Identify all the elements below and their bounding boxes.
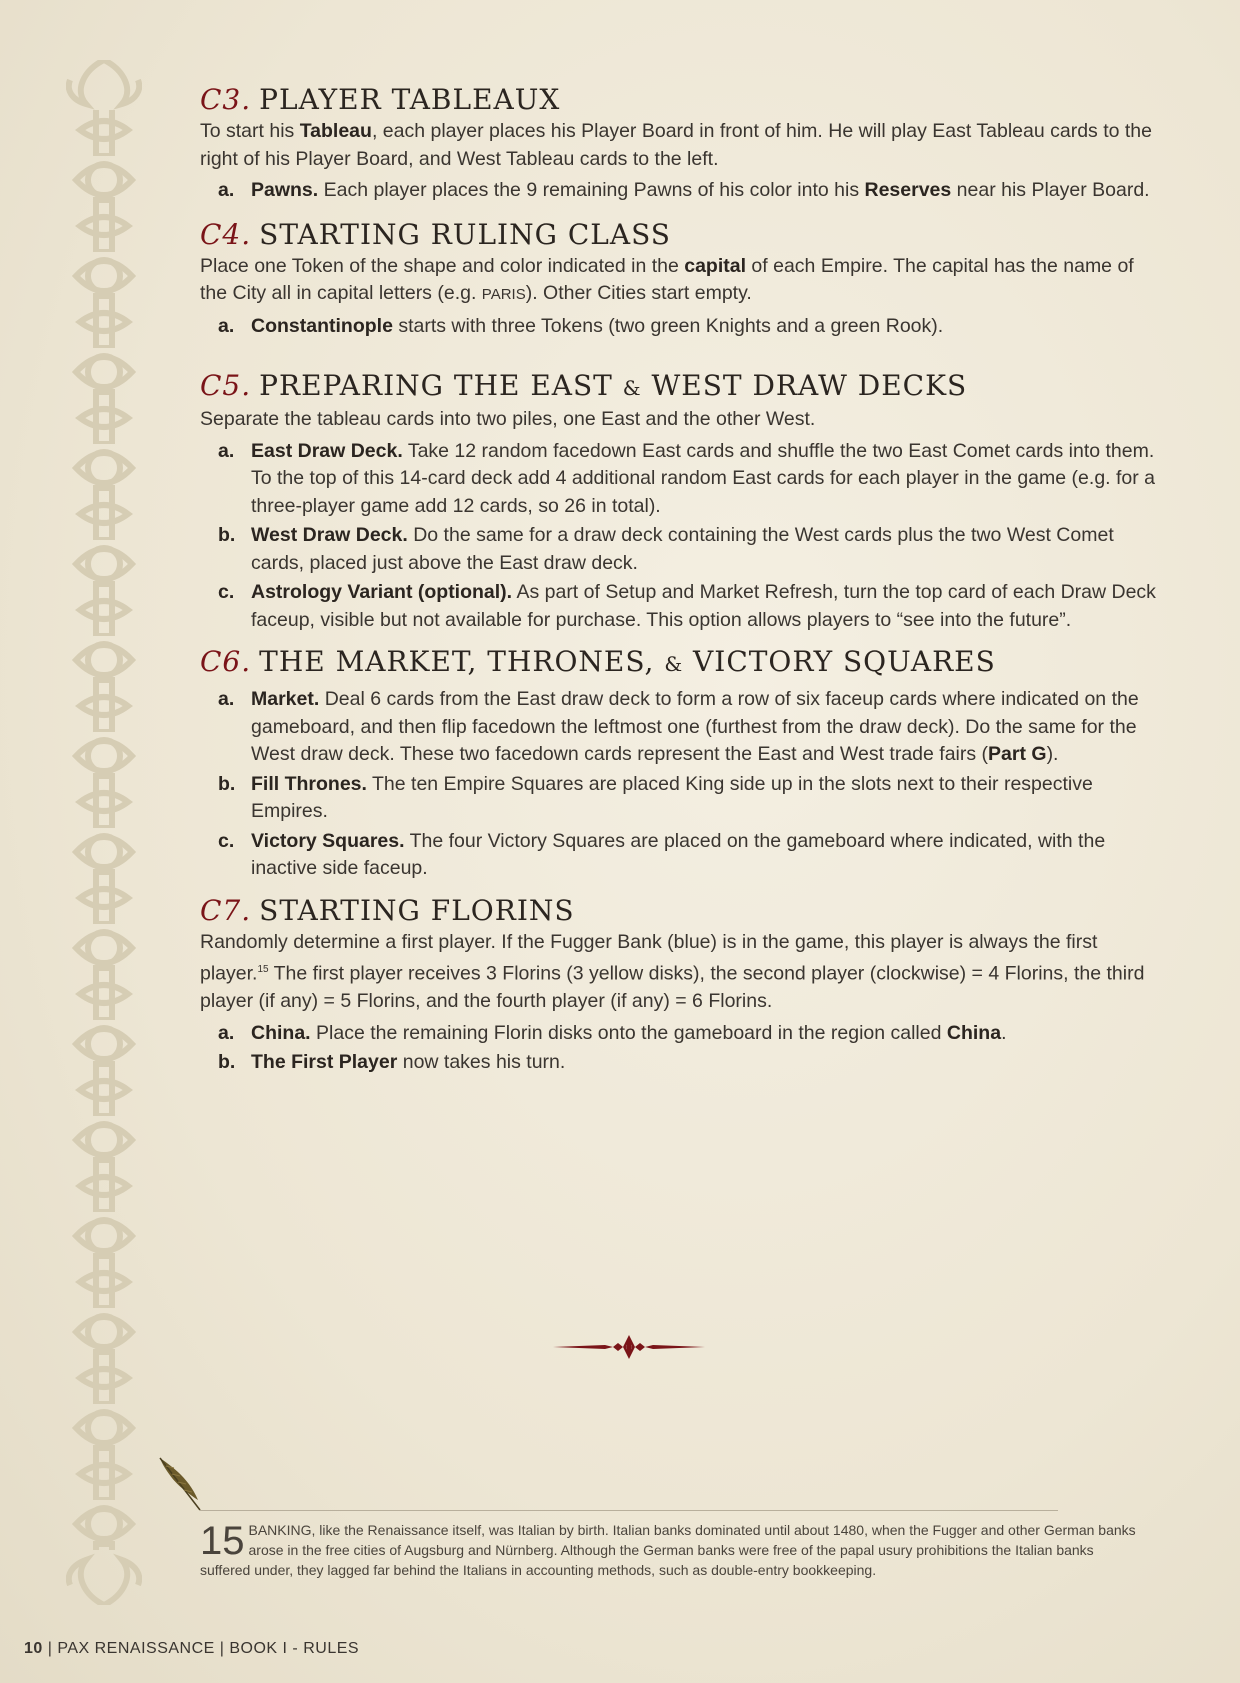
rule-list [200,1020,1160,1077]
footnote-reference[interactable]: 15 [257,964,269,975]
item-letter: a. [218,1021,235,1044]
section-number: C3. [200,83,252,116]
rule-item [200,313,1160,341]
text-run: now takes his turn. [397,1051,566,1073]
section-intro: Separate the tableau cards into two piles, one East and the other West. [200,408,816,430]
section-title: WEST DRAW DECKS [651,369,968,402]
text-run: Deal 6 cards from the East draw deck to form a row of six faceup cards where indicated on the gameboard, and then flip facedown the leftmost one (furthest from the draw deck). Do the same for the West draw deck. These two facedown cards represent the East and West trade fairs ( [251,688,1139,765]
bold-term: Constantinople [251,314,393,337]
section-c4 [200,217,1160,341]
footer-text: | PAX RENAISSANCE | BOOK I - RULES [42,1640,360,1657]
item-letter: a. [218,314,235,337]
section-title: VICTORY SQUARES [693,645,996,678]
item-letter: c. [218,829,235,852]
section-title: STARTING FLORINS [259,893,575,927]
section-title: THE MARKET, THRONES, [259,645,655,678]
item-letter: b. [218,772,236,795]
text-run: ). [1046,743,1059,765]
bold-term: Pawns. [251,179,319,201]
bold-term: Astrology Variant (optional). [251,581,513,603]
rule-item [200,828,1160,883]
bold-term: East Draw Deck. [251,439,403,462]
item-letter: a. [218,688,235,710]
bold-term: China [946,1021,1002,1044]
section-heading-c3 [200,82,1160,118]
section-intro [200,253,1160,309]
bold-term: capital [684,254,747,277]
section-intro [200,929,1160,1016]
rule-list [200,177,1160,205]
section-number: C5. [200,369,252,402]
item-letter: a. [218,439,235,462]
rule-list [200,313,1160,341]
rule-list [200,438,1160,635]
section-c3 [200,82,1160,205]
celtic-knot-border [66,60,142,1605]
text-run: To start his [200,120,300,142]
text-run: , each player places his Player Board in front of him. He will play East Tableau cards to the right of his Player Board, and West Tableau cards to the left. [200,120,1152,170]
text-run: Each player places the 9 remaining Pawns of his color into his [318,179,865,201]
section-number: C6. [200,645,252,678]
text-run: near his Player Board. [951,179,1150,201]
divider-ornament-icon [553,1332,705,1362]
rule-item [200,1049,1160,1077]
text-run: Do the same for a draw deck containing the West cards plus the two West Comet cards, placed just above the East draw deck. [251,524,1114,574]
bold-term: Fill Thrones. [251,772,367,795]
section-title: PREPARING THE EAST [259,369,613,402]
item-letter: a. [218,179,235,201]
text-run: ). Other Cities start empty. [525,282,752,304]
section-c6 [200,644,1160,883]
text-run: of each Empire. The capital has the name of the City all in capital letters (e.g. [200,254,1134,304]
rule-item [200,771,1160,826]
page-footer [24,1640,359,1658]
rule-item [200,438,1160,521]
bold-term: China. [251,1021,311,1044]
bold-term: Reserves [864,179,952,201]
section-title: PLAYER TABLEAUX [259,83,561,116]
section-heading-c7 [200,893,1160,929]
section-intro [200,118,1160,173]
section-number: C7. [200,893,252,927]
section-c5 [200,368,1160,634]
item-letter: b. [218,1051,236,1073]
text-run: . [1001,1021,1007,1044]
ampersand: & [664,652,684,676]
rule-item [200,522,1160,577]
bold-term: West Draw Deck. [251,524,408,546]
footnote-number: 15 [200,1519,245,1563]
bold-term: Tableau [299,120,372,142]
text-run: The first player receives 3 Florins (3 yellow disks), the second player (clockwise) = 4 Florins, the third player (if any) = 5 Florins, and the fourth player (if any) = 6 Florins. [200,962,1145,1012]
rule-item [200,579,1160,634]
text-run: Take 12 random facedown East cards and shuffle the two East Comet cards into them. To the top of this 14-card deck add 4 additional random East cards for each player in the game (e.g. for a three-player game add 12 cards, so 26 in total). [251,439,1156,517]
text-run: As part of Setup and Market Refresh, turn the top card of each Draw Deck faceup, visible but not available for purchase. This option allows players to “see into the future”. [251,581,1156,631]
text-run: Place the remaining Florin disks onto the gameboard in the region called [310,1021,947,1044]
section-number: C4. [200,217,252,251]
footnote-text: BANKING, like the Renaissance itself, was Italian by birth. Italian banks dominated until about 1480, when the Fugger and other German banks arose in the free cities of Augsburg and Nürnberg. Although the German banks were free of the papal usury prohibitions the Italian banks suffered under, they lagged far behind the Italians in accounting methods, such as double-entry bookkeeping. [200,1522,1136,1578]
page-number: 10 [24,1640,43,1657]
section-title: STARTING RULING CLASS [259,217,671,251]
small-caps-text: PARIS [481,286,526,303]
text-run: The four Victory Squares are placed on the gameboard where indicated, with the inactive side faceup. [251,829,1106,879]
rules-content [200,82,1160,1079]
section-heading-c5 [200,368,1160,406]
text-run: Randomly determine a first player. If the Fugger Bank (blue) is in the game, this player is always the first player. [200,930,1098,985]
rule-item [200,177,1160,205]
section-c7 [200,893,1160,1077]
bold-term: Market. [251,688,320,710]
bold-term: Victory Squares. [251,829,405,852]
rule-list [200,686,1160,883]
section-heading-c4 [200,217,1160,253]
rule-item [200,1020,1160,1048]
footnote-divider [200,1510,1058,1511]
text-run: Place one Token of the shape and color indicated in the [200,254,685,277]
item-letter: c. [218,581,235,603]
text-run: The ten Empire Squares are placed King side up in the slots next to their respective Empires. [251,772,1093,822]
section-heading-c6 [200,644,1160,682]
bold-term: The First Player [251,1051,398,1073]
text-run: starts with three Tokens (two green Knights and a green Rook). [392,314,944,337]
rule-item [200,686,1160,769]
footnote [200,1520,1145,1580]
bold-term: Part G [988,743,1047,765]
item-letter: b. [218,524,236,546]
ampersand: & [622,376,642,400]
quill-icon [158,1456,202,1512]
